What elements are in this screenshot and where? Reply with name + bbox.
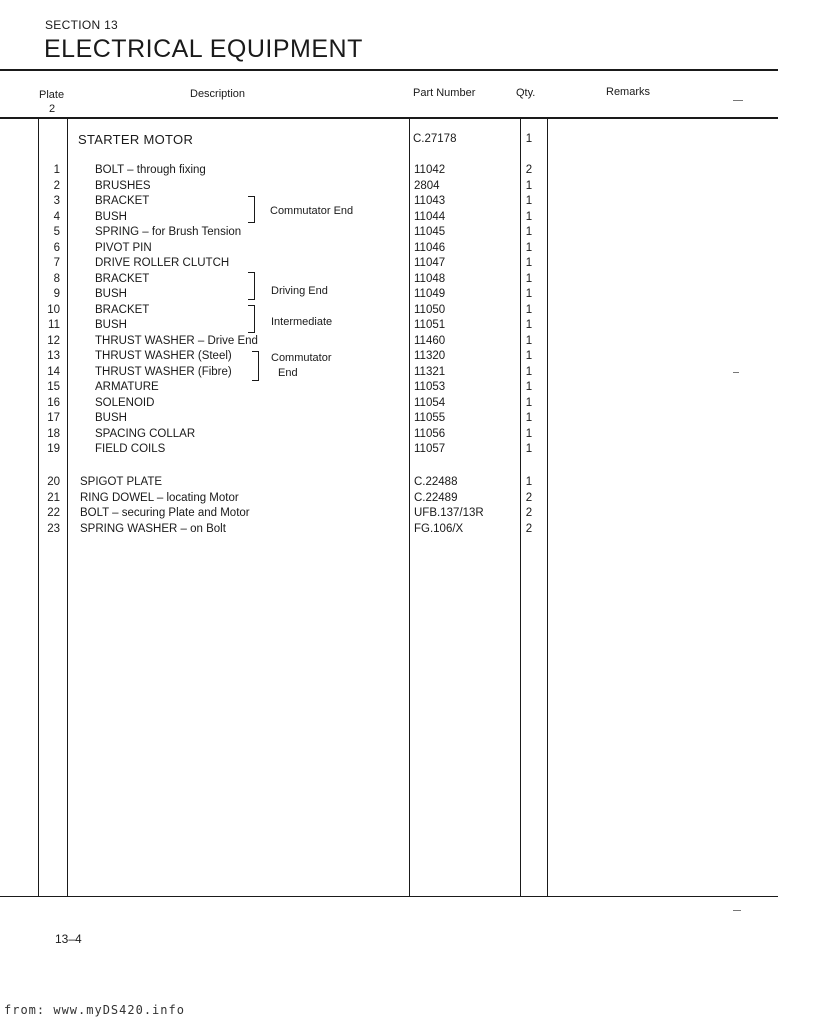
assembly-qty: 1 [525,133,533,145]
row-description: RING DOWEL – locating Motor [80,491,239,504]
row-part-number: 11053 [414,381,446,393]
row-part-number: 11051 [414,319,446,331]
row-plate: 14 [47,365,60,378]
row-part-number: 11320 [414,350,446,362]
row-plate: 17 [47,412,60,424]
row-part-number: 11055 [414,412,446,424]
row-description: DRIVE ROLLER CLUTCH [95,257,230,269]
column-header-plate-number: 2 [49,103,56,115]
row-part-number: 11047 [414,257,446,269]
row-qty: 1 [525,210,533,223]
row-description: BOLT – through fixing [95,164,206,176]
bracket-brace-intermediate [248,305,255,333]
row-qty: 1 [525,288,533,300]
row-qty: 1 [525,272,533,285]
assembly-description: STARTER MOTOR [78,132,194,147]
row-qty: 1 [525,443,533,455]
column-header-part-number: Part Number [413,87,476,99]
column-header-remarks: Remarks [606,86,651,98]
row-description: BRUSHES [95,179,151,192]
row-part-number: 11054 [414,396,446,409]
column-divider-plate [67,118,68,897]
column-header-qty: Qty. [516,87,536,99]
row-qty: 1 [525,396,533,409]
row-plate: 20 [47,476,60,488]
row-part-number: 11460 [414,334,446,347]
row-description: BUSH [95,319,127,331]
row-plate: 6 [53,241,60,254]
row-part-number: 2804 [414,179,440,192]
row-qty: 1 [525,241,533,254]
row-part-number: UFB.137/13R [414,507,484,519]
row-description: THRUST WASHER – Drive End [95,334,258,347]
row-plate: 13 [47,350,60,362]
row-plate: 19 [47,443,60,455]
row-qty: 1 [525,303,533,316]
row-part-number: 11050 [414,303,446,316]
row-plate: 15 [47,381,60,393]
row-description: BUSH [95,288,127,300]
row-qty: 2 [525,522,533,535]
row-description: BRACKET [95,195,150,207]
row-qty: 1 [525,476,533,488]
row-part-number: FG.106/X [414,522,464,535]
row-part-number: 11042 [414,164,446,176]
row-qty: 1 [525,427,533,440]
row-part-number: 11044 [414,210,446,223]
row-part-number: 11321 [414,365,446,378]
note-commutator-end: Commutator End [270,205,354,217]
row-description: BRACKET [95,272,150,285]
note-intermediate: Intermediate [271,316,333,328]
row-part-number: 11046 [414,241,446,254]
row-part-number: 11056 [414,427,446,440]
row-plate: 3 [53,195,60,207]
row-plate: 8 [53,272,60,285]
row-description: FIELD COILS [95,443,166,455]
row-qty: 2 [525,164,533,176]
row-description: SOLENOID [95,396,155,409]
row-plate: 9 [53,288,60,300]
row-plate: 16 [47,396,60,409]
scan-mark [733,910,741,911]
bracket-brace-commutator [252,351,259,381]
column-header-plate: Plate [39,89,65,101]
row-part-number: 11048 [414,272,446,285]
bracket-brace-commutator-end [248,196,255,223]
row-qty: 1 [525,195,533,207]
top-rule [0,69,778,71]
assembly-part-number: C.27178 [413,133,457,145]
row-plate: 18 [47,427,60,440]
row-plate: 7 [53,257,60,269]
row-qty: 1 [525,319,533,331]
row-qty: 1 [525,350,533,362]
page-title: ELECTRICAL EQUIPMENT [44,35,363,63]
row-qty: 1 [525,412,533,424]
row-description: ARMATURE [95,381,159,393]
row-description: THRUST WASHER (Steel) [95,350,232,362]
note-end: End [278,367,298,379]
row-description: PIVOT PIN [95,241,152,254]
row-qty: 1 [525,334,533,347]
row-description: BRACKET [95,303,150,316]
bracket-brace-driving-end [248,272,255,300]
row-qty: 2 [525,491,533,504]
source-watermark: from: www.myDS420.info [4,1003,185,1017]
column-header-description: Description [190,88,246,100]
bottom-rule [0,896,778,897]
row-part-number: C.22488 [414,476,458,488]
note-driving-end: Driving End [271,285,328,297]
row-qty: 1 [525,381,533,393]
row-plate: 5 [53,226,60,238]
row-description: SPACING COLLAR [95,427,196,440]
row-description: SPRING WASHER – on Bolt [80,522,226,535]
row-plate: 22 [47,507,60,519]
row-description: SPIGOT PLATE [80,476,163,488]
row-part-number: 11057 [414,443,446,455]
row-plate: 10 [47,303,60,316]
row-part-number: 11045 [414,226,446,238]
row-plate: 12 [47,334,60,347]
row-qty: 2 [525,507,533,519]
row-qty: 1 [525,257,533,269]
row-plate: 11 [48,319,60,331]
row-qty: 1 [525,226,533,238]
row-plate: 21 [47,491,60,504]
note-commutator: Commutator [271,352,332,364]
row-description: THRUST WASHER (Fibre) [95,365,232,378]
row-description: BUSH [95,210,127,223]
scan-mark [733,372,739,373]
row-plate: 23 [47,522,60,535]
row-plate: 1 [53,164,60,176]
row-description: BUSH [95,412,127,424]
page-number: 13–4 [55,932,82,946]
row-plate: 2 [53,179,60,192]
row-part-number: 11049 [414,288,446,300]
row-qty: 1 [525,179,533,192]
column-divider-qty [547,118,548,897]
row-plate: 4 [53,210,60,223]
header-rule [0,117,778,119]
row-qty: 1 [525,365,533,378]
row-part-number: 11043 [414,195,446,207]
row-part-number: C.22489 [414,491,458,504]
scan-mark [733,100,743,101]
column-divider-description [409,118,410,897]
row-description: BOLT – securing Plate and Motor [80,507,250,519]
row-description: SPRING – for Brush Tension [95,226,242,238]
section-label: SECTION 13 [45,18,119,32]
